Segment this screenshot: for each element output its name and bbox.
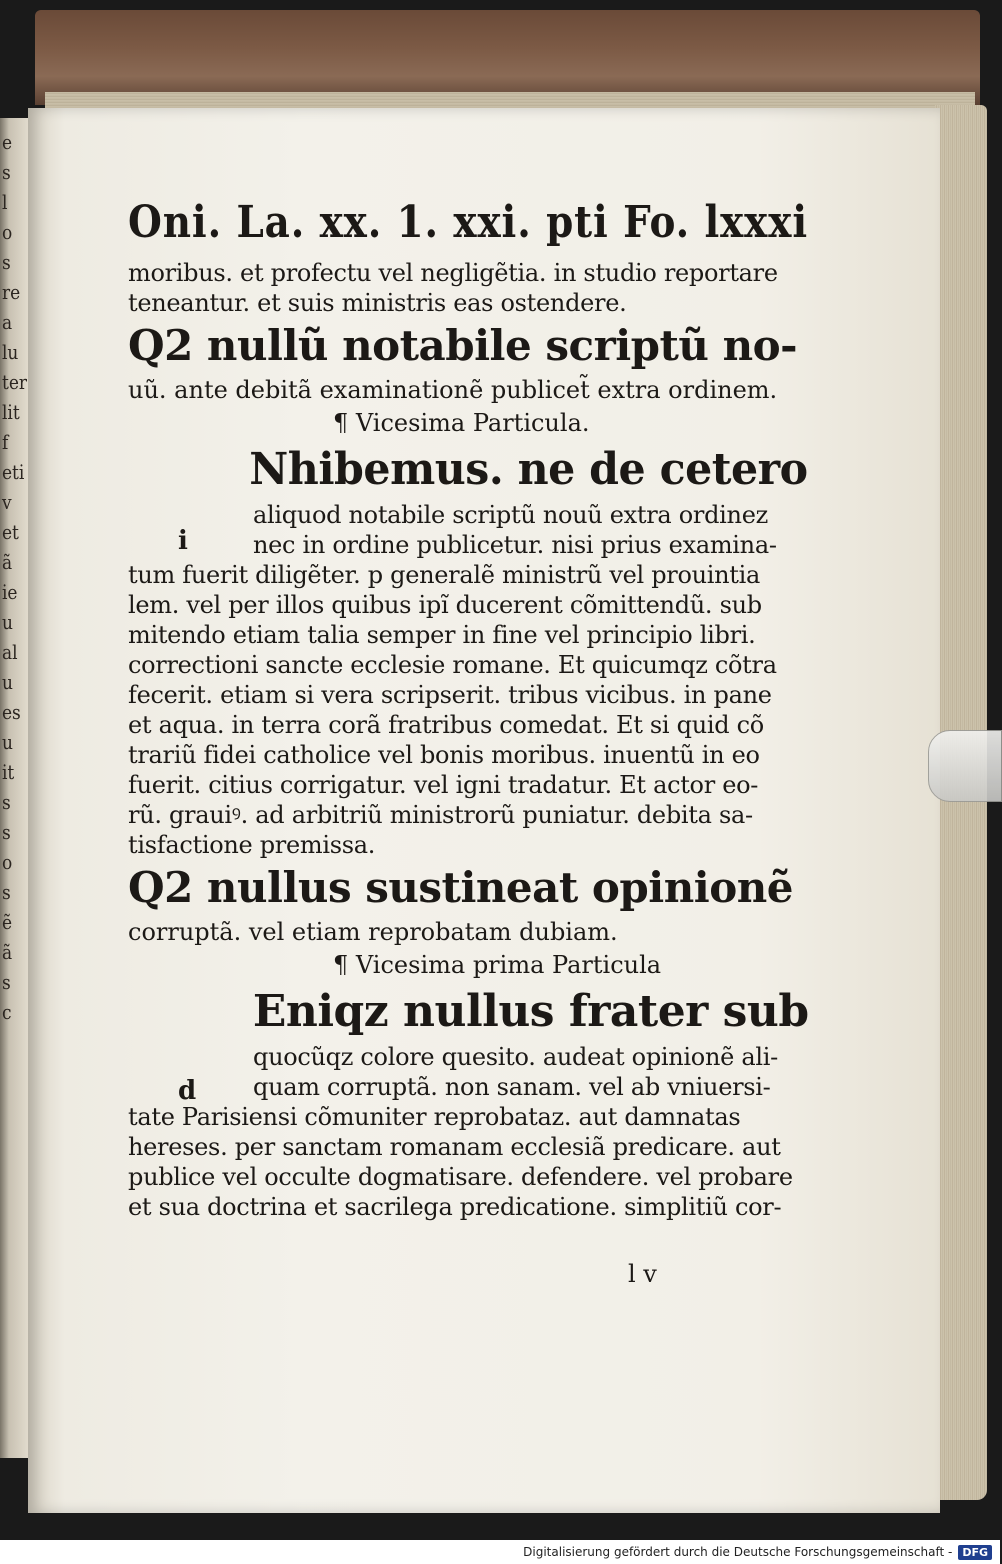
text-line: publice vel occulte dogmatisare. defendere. vel probare — [128, 1163, 793, 1191]
text-line: correctioni sancte ecclesie romane. Et quicumqz cõtra — [128, 651, 777, 679]
facing-page-fragment: u — [2, 670, 13, 694]
facing-page-fragment: lu — [2, 340, 19, 364]
text-blocks — [128, 258, 809, 1222]
text-line: trariũ fidei catholice vel bonis moribus. inuentũ in eo — [128, 741, 760, 769]
text-line: mitendo etiam talia semper in fine vel principio libri. — [128, 621, 756, 649]
facing-page-fragment: a — [2, 310, 13, 334]
text-line: teneantur. et suis ministris eas ostendere. — [128, 289, 627, 317]
initial-line: Eniqz nullus frater sub — [252, 986, 809, 1037]
facing-page-fragment: u — [2, 610, 13, 634]
facing-page-fragment: v — [2, 490, 12, 514]
facing-page-fragment: f — [2, 430, 9, 454]
facing-page-fragment: u — [2, 730, 13, 754]
text-line: fuerit. citius corrigatur. vel igni tradatur. Et actor eo- — [128, 771, 759, 799]
guide-letter-initial-2: d — [178, 1076, 197, 1106]
facing-page-fragment: lit — [2, 400, 20, 424]
signature-mark: l v — [628, 1260, 657, 1288]
facing-page-fragment: s — [2, 250, 11, 274]
section-heading-continued: uũ. ante debitã examinationẽ publicet̃ extra ordinem. — [128, 376, 778, 404]
facing-page-fragment: o — [2, 220, 13, 244]
indented-line: aliquod notabile scriptũ nouũ extra ordinez — [253, 501, 768, 529]
text-line: moribus. et profectu vel negligẽtia. in studio reportare — [128, 259, 778, 287]
footer-bar — [0, 1540, 1000, 1564]
facing-page-fragment: l — [2, 190, 8, 214]
indented-line: quocũqz colore quesito. audeat opinionẽ ali- — [253, 1043, 778, 1071]
facing-page-fragment: al — [2, 640, 18, 664]
facing-page-fragment: s — [2, 970, 11, 994]
section-heading: Q2 nullũ notabile scriptũ no- — [128, 321, 798, 370]
section-heading: Q2 nullus sustineat opinionẽ — [128, 863, 793, 912]
section-heading-continued: corruptã. vel etiam reprobatam dubiam. — [128, 918, 618, 946]
particula-caption: ¶ Vicesima Particula. — [333, 409, 590, 437]
facing-page-fragment: e — [2, 130, 13, 154]
text-line: tisfactione premissa. — [128, 831, 376, 859]
particula-caption: ¶ Vicesima prima Particula — [333, 951, 662, 979]
book-cover-top — [35, 10, 980, 105]
text-line: hereses. per sanctam romanam ecclesiã predicare. aut — [128, 1133, 781, 1161]
page-clip-ribbon — [928, 730, 1002, 802]
facing-page-fragment: ã — [2, 940, 13, 964]
page-text — [128, 188, 809, 1222]
book-page — [28, 108, 940, 1513]
footer-credit: Digitalisierung gefördert durch die Deutsche Forschungsgemeinschaft - — [523, 1545, 953, 1559]
indented-line: quam corruptã. non sanam. vel ab vniuersi- — [253, 1073, 771, 1101]
text-line: et sua doctrina et sacrilega predicatione. simplitiũ cor- — [128, 1193, 782, 1221]
text-line: fecerit. etiam si vera scripserit. tribus vicibus. in pane — [128, 681, 772, 709]
facing-page-fragment: ã — [2, 550, 13, 574]
facing-page-fragment: eti — [2, 460, 25, 484]
running-head: Oni. La. xx. 1. xxi. pti Fo. lxxxi — [128, 197, 808, 248]
facing-page-fragment: it — [2, 760, 15, 784]
facing-page-fragment: ie — [2, 580, 18, 604]
facing-page-fragment: s — [2, 880, 11, 904]
facing-page-fragment: ẽ — [2, 910, 13, 934]
facing-page-fragment: o — [2, 850, 13, 874]
text-line: et aqua. in terra corã fratribus comedat. Et si quid cõ — [128, 711, 764, 739]
text-line: rũ. grauiꝰ. ad arbitriũ ministrorũ puniatur. debita sa- — [128, 801, 753, 829]
facing-page-fragment: s — [2, 160, 11, 184]
facing-page-fragment: es — [2, 700, 21, 724]
text-line: lem. vel per illos quibus ipĩ ducerent cõmittendũ. sub — [128, 591, 762, 619]
facing-page-fragment: et — [2, 520, 19, 544]
facing-page-fragment: c — [2, 1000, 12, 1024]
facing-page-fragment: ter — [2, 370, 28, 394]
text-line: tate Parisiensi cõmuniter reprobataz. aut damnatas — [128, 1103, 741, 1131]
facing-page-fragments — [2, 130, 28, 1030]
facing-page-fragment: re — [2, 280, 21, 304]
page-edges-right — [935, 105, 987, 1500]
dfg-logo: DFG — [958, 1545, 992, 1560]
facing-page-fragment: s — [2, 790, 11, 814]
initial-line: Nhibemus. ne de cetero — [249, 444, 808, 495]
indented-line: nec in ordine publicetur. nisi prius examina- — [253, 531, 777, 559]
guide-letter-initial-1: i — [178, 526, 188, 556]
text-line: tum fuerit diligẽter. p generalẽ ministrũ vel prouintia — [128, 561, 761, 589]
facing-page-fragment: s — [2, 820, 11, 844]
